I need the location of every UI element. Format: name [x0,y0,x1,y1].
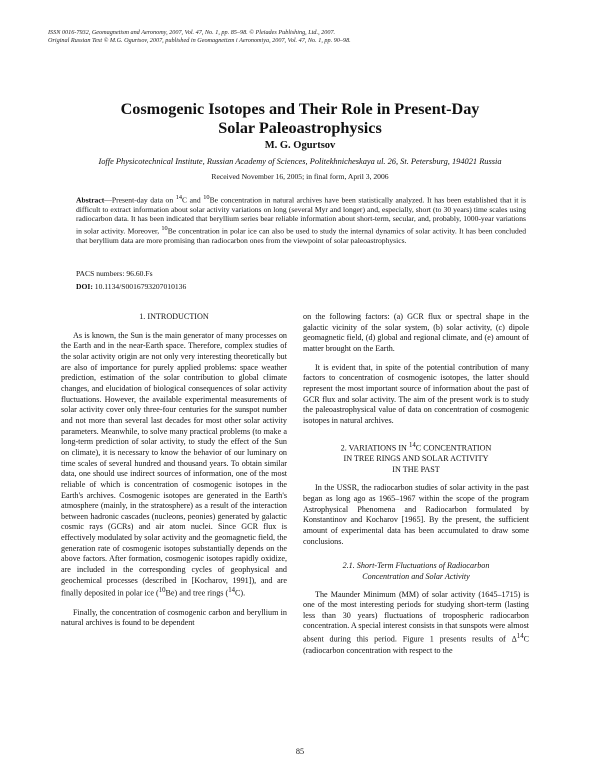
abstract-text-2: C and [182,195,204,205]
doi-label: DOI: [76,282,93,291]
doi [76,282,186,291]
intro-paragraph-2: Finally, the concentration of cosmogenic carbon and beryllium in natural archives is found to be dependent [61,607,287,628]
paper-title-line-2: Solar Paleoastrophysics [218,119,382,137]
section-heading-2-sup: 14 [408,441,416,449]
author-name: M. G. Ogurtsov [264,140,336,151]
journal-header-line-2: Original Russian Text © M.G. Ogurtsov, 2007, published in Geomagnetizm i Aeronomiya, 2007, Vol. 47, No. 1, pp. 90–98. [48,36,351,44]
paper-title [40,100,560,138]
abstract-sup-c14: 14 [175,194,183,201]
subsection-heading-2-1 [303,561,529,582]
doi-value: 10.1134/S0016793207010136 [94,282,187,291]
section-heading-2-line-1 [303,441,529,454]
intro-paragraph-1-text-2: Be) and tree rings ( [165,589,229,599]
section-heading-introduction: 1. INTRODUCTION [139,312,209,321]
abstract-text-3: Be concentration in natural archives have been statistically analyzed. It has been established that it is difficult to extract information about solar activity variations on long (several Myr and longer) and, especially, short (to 30 years) time scales using radiocarbon data. It has been indicated that beryllium series bear reliable information about short-term, secular, and, probably, 1000-year variations in solar activity. Moreover, [76,195,526,236]
paper-title-line-1: Cosmogenic Isotopes and Their Role in Present-Day [120,100,480,118]
right-paragraph-4-text: The Maunder Minimum (MM) of solar activity (1645–1715) is one of the most interesting periods for studying short-term (lasting less than 30 years) fluctuations of tropospheric radiocarbon concentration. A special interest consists in that sunspots were almost absent during this period. Figure 1 presents results of Δ [303,589,529,644]
page-number: 85 [295,747,305,756]
abstract-sup-be10: 10 [203,194,210,201]
right-paragraph-4-sup: 14 [516,633,524,641]
section-heading-2-line-3: IN THE PAST [392,464,440,474]
received-date: Received November 16, 2005; in final form, April 3, 2006 [211,172,389,181]
abstract-text-4: Be concentration in polar ice can also be used to study the internal dynamics of solar activity. It has been concluded that beryllium data are more promising than radiocarbon ones from the viewpoint of solar paleoastrophysics. [76,226,526,245]
section-heading-2-line-2: IN TREE RINGS AND SOLAR ACTIVITY [343,453,489,463]
left-column [61,312,287,629]
pacs-numbers: PACS numbers: 96.60.Fs [76,269,153,278]
abstract-text-1: —Present-day data on [104,195,176,205]
subsection-heading-line-1: 2.1. Short-Term Fluctuations of Radiocarbon [342,561,490,571]
right-paragraph-1: on the following factors: (a) GCR flux or spectral shape in the galactic vicinity of the solar system, (b) solar activity, (c) dipole geomagnetic field, (d) global and regional climate, and (e) amount of matter brought on the Earth. [303,312,529,353]
intro-sup-be10: 10 [158,587,166,595]
section-heading-2 [303,441,529,476]
intro-sup-c14: 14 [228,587,235,595]
intro-paragraph-1-text-3: C). [235,589,246,599]
abstract-sup-be10-2: 10 [161,224,168,232]
section-heading-2-post: C CONCENTRATION [415,443,492,453]
intro-paragraph-1-text: As is known, the Sun is the main generator of many processes on the Earth and in the near-Earth space. Therefore, complex studies of the solar activity origin are not only very interesting theoretically but are also of importance for purely applied problems: space weather prediction, estimation of the solar contribution to global climate changes, and elucidation of biological consequences of solar activity fluctuations. However, the available experimental measurements of solar activity cover only three-four centuries for the sunspot number and not more than several last decades for most other solar activity parameters. Meanwhile, to solve many practical problems (to make a long-term prediction of solar activity, to study the effect of the Sun on climate), it is necessary to know the behavior of our luminary on time scales of several hundred and thousand years. To obtain similar data, one should use indirect sources of information, one of the most reliable of which is concentration of cosmogenic isotopes in the Earth's archives. Cosmogenic isotopes are generated in the Earth's atmosphere (mainly, in the stratosphere) as a result of the interaction between hadronic cascades (nucleons, peonies) generated by galactic cosmic rays (GCRs) and air atom nuclei. Since GCR flux is effectively modulated by solar activity and the geomagnetic field, the generation rate of cosmogenic isotopes substantially depends on the above factors. After formation, cosmogenic isotopes rapidly oxidize, are included in the corresponding cycles of geophysical and geochemical processes (described in [Kocharov, 1991]), and are finally deposited in polar ice ( [61,330,287,599]
section-heading-2-pre: 2. VARIATIONS IN [340,443,409,453]
journal-header [48,29,351,44]
abstract [76,193,526,245]
author-affiliation: Ioffe Physicotechnical Institute, Russian Academy of Sciences, Politekhnicheskaya ul. 26, St. Petersburg, 194021 Russia [98,157,502,166]
abstract-label: Abstract [76,195,105,205]
right-paragraph-4-text-2: C (radiocarbon concentration with respect to the [303,634,529,655]
right-paragraph-3: In the USSR, the radiocarbon studies of solar activity in the past began as long ago as 1965–1967 within the scope of the program Astrophysical Phenomena and Radiocarbon formulated by Konstantinov and Kocharov [1965]. By the present, the sufficient amount of experimental data has been accumulated to draw some conclusions. [303,483,529,546]
journal-header-line-1: ISSN 0016-7932, Geomagnetism and Aeronomy, 2007, Vol. 47, No. 1, pp. 85–98. © Pleiades Publishing, Ltd., 2007. [48,29,336,36]
subsection-heading-line-2: Concentration and Solar Activity [362,571,470,581]
right-paragraph-2: It is evident that, in spite of the potential contribution of many factors to concentration of cosmogenic isotopes, the latter should represent the most important source of information about the past of GCR flux and solar activity. The aim of the present work is to study the paleoastrophysical value of data on concentration of cosmogenic isotopes in natural archives. [303,362,529,425]
right-paragraph-4 [303,590,529,657]
right-column [303,312,529,656]
intro-paragraph-1 [61,331,287,600]
